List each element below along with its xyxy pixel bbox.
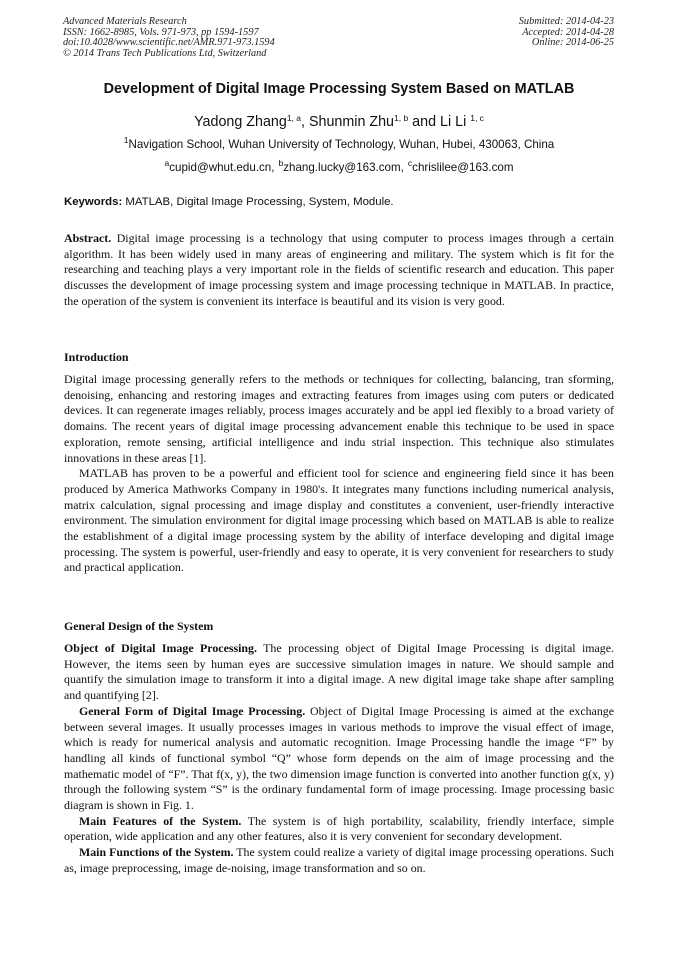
author-superscript: 1, a	[286, 113, 302, 123]
email-superscript: c	[407, 158, 413, 168]
email-superscript: b	[278, 158, 284, 168]
email-list	[0, 158, 678, 174]
online-date: Online: 2014-06-25	[531, 37, 614, 48]
general-design-body	[64, 641, 614, 877]
abstract-label: Abstract.	[64, 231, 112, 245]
affiliation-text: Navigation School, Wuhan University of Technology, Wuhan, Hubei, 430063, China	[128, 138, 555, 151]
author-separator: and	[408, 114, 441, 130]
paragraph-text: The system could realize a variety of digital image processing operations. Such as, image preprocessing, image de-noising, image transformation and so on.	[64, 845, 615, 875]
paragraph	[64, 814, 614, 845]
abstract-text: Digital image processing is a technology that using computer to process images through a certain algorithm. It has been widely used in many areas of engineering and military. The system which is fit for the researching and teaching plays a very important role in the fields of scientific research and education. This paper discusses the development of image processing system and image processing technique in MATLAB. In practice, the operation of the system is convenient its interface is beautiful and its vision is very good.	[64, 231, 614, 308]
author-superscript: 1, b	[394, 113, 409, 123]
paragraph: Digital image processing generally refers to the methods or techniques for collecting, balancing, tran sforming, denoising, enhancing and restoring images and extracting features from images using com puters or dedicated devices. It can regenerate images reliably, process images accurately and be appl ied flexibly to a broad variety of domains. The recent years of digital image processing advancement enable this technique to be used in space exploration, remote sensing, artificial intelligence and indu strial inspection. This technique also stimulates innovations in these areas [1].	[64, 372, 614, 465]
keywords	[64, 196, 614, 208]
introduction-body	[64, 372, 614, 576]
paragraph: MATLAB has proven to be a powerful and efficient tool for science and engineering field since it has been produced by America Mathworks Company in 1980's. It integrates many functions including numerical analysis, matrix calculation, signal processing and image display and constitutes a convenient, user-friendly interactive environment. The simulation environment for digital image processing which based on MATLAB is able to realize the establishment of a digital image processing system by the ability of interface developing and digital image processing. The system is powerful, user-friendly and easy to operate, it is very convenient for researchers to study and practical application.	[64, 466, 614, 575]
paragraph	[64, 704, 614, 814]
journal-header-left	[63, 17, 275, 59]
author-name: Shunmin Zhu	[308, 114, 395, 130]
section-heading-introduction: Introduction	[64, 350, 129, 364]
paper-title: Development of Digital Image Processing System Based on MATLAB	[103, 81, 575, 97]
submitted-date: Submitted: 2014-04-23	[518, 16, 614, 27]
keywords-label: Keywords:	[64, 196, 123, 208]
journal-name: Advanced Materials Research	[63, 16, 187, 27]
journal-header-right	[519, 17, 614, 49]
paragraph-text: The processing object of Digital Image Processing is digital image. However, the items seen by human eyes are successive simulation images in nature. We should sample and quantify the simulation image to transform it into a digital image. A new digital image take shape after sampling and quantifying [2].	[64, 641, 614, 703]
email-superscript: a	[164, 158, 170, 168]
paragraph	[64, 845, 614, 876]
accepted-date: Accepted: 2014-04-28	[522, 26, 614, 38]
email-address[interactable]: zhang.lucky@163.com,	[283, 161, 404, 174]
section-heading-general-design: General Design of the System	[64, 619, 214, 633]
paragraph-text: Object of Digital Image Processing is aimed at the exchange between several images. It usually processes images in various methods to improve the visual effect of image, which is ready for numerical analysis and automatic recognition. Image Processing handle the image “F” by handling all kinds of functional symbol “Q” whose form depends on the aim of image processing and the mathematic model of “F”. That f(x, y), the two dimension image function is converted into another function g(x, y) through the following system “S” is the ordinary fundamental form of image processing. Image processing basic diagram is shown in Fig. 1.	[64, 703, 614, 813]
keywords-text: MATLAB, Digital Image Processing, System, Module.	[122, 196, 394, 208]
author-separator: ,	[301, 114, 309, 130]
email-address[interactable]: cupid@whut.edu.cn,	[169, 161, 275, 174]
subheading: Object of Digital Image Processing.	[64, 641, 257, 655]
subheading: Main Features of the System.	[79, 813, 242, 828]
paragraph	[64, 641, 614, 704]
author-name: Li Li	[440, 114, 471, 130]
abstract	[64, 231, 614, 310]
issn-line: ISSN: 1662-8985, Vols. 971-973, pp 1594-1597	[63, 26, 259, 38]
author-superscript: 1, c	[470, 113, 484, 123]
affiliation	[0, 135, 678, 151]
affiliation-superscript: 1	[123, 135, 129, 145]
paragraph-text: The system is of high portability, scalability, friendly interface, simple operation, wide application and any other features, also it is very convenient for secondary development.	[64, 813, 614, 844]
author-name: Yadong Zhang	[194, 114, 287, 130]
subheading: Main Functions of the System.	[79, 845, 234, 860]
author-list	[0, 114, 678, 130]
subheading: General Form of Digital Image Processing.	[79, 703, 306, 718]
email-address[interactable]: chrislilee@163.com	[412, 161, 514, 174]
copyright-line: © 2014 Trans Tech Publications Ltd, Switzerland	[63, 47, 267, 59]
doi-line[interactable]: doi:10.4028/www.scientific.net/AMR.971-973.1594	[63, 37, 275, 48]
